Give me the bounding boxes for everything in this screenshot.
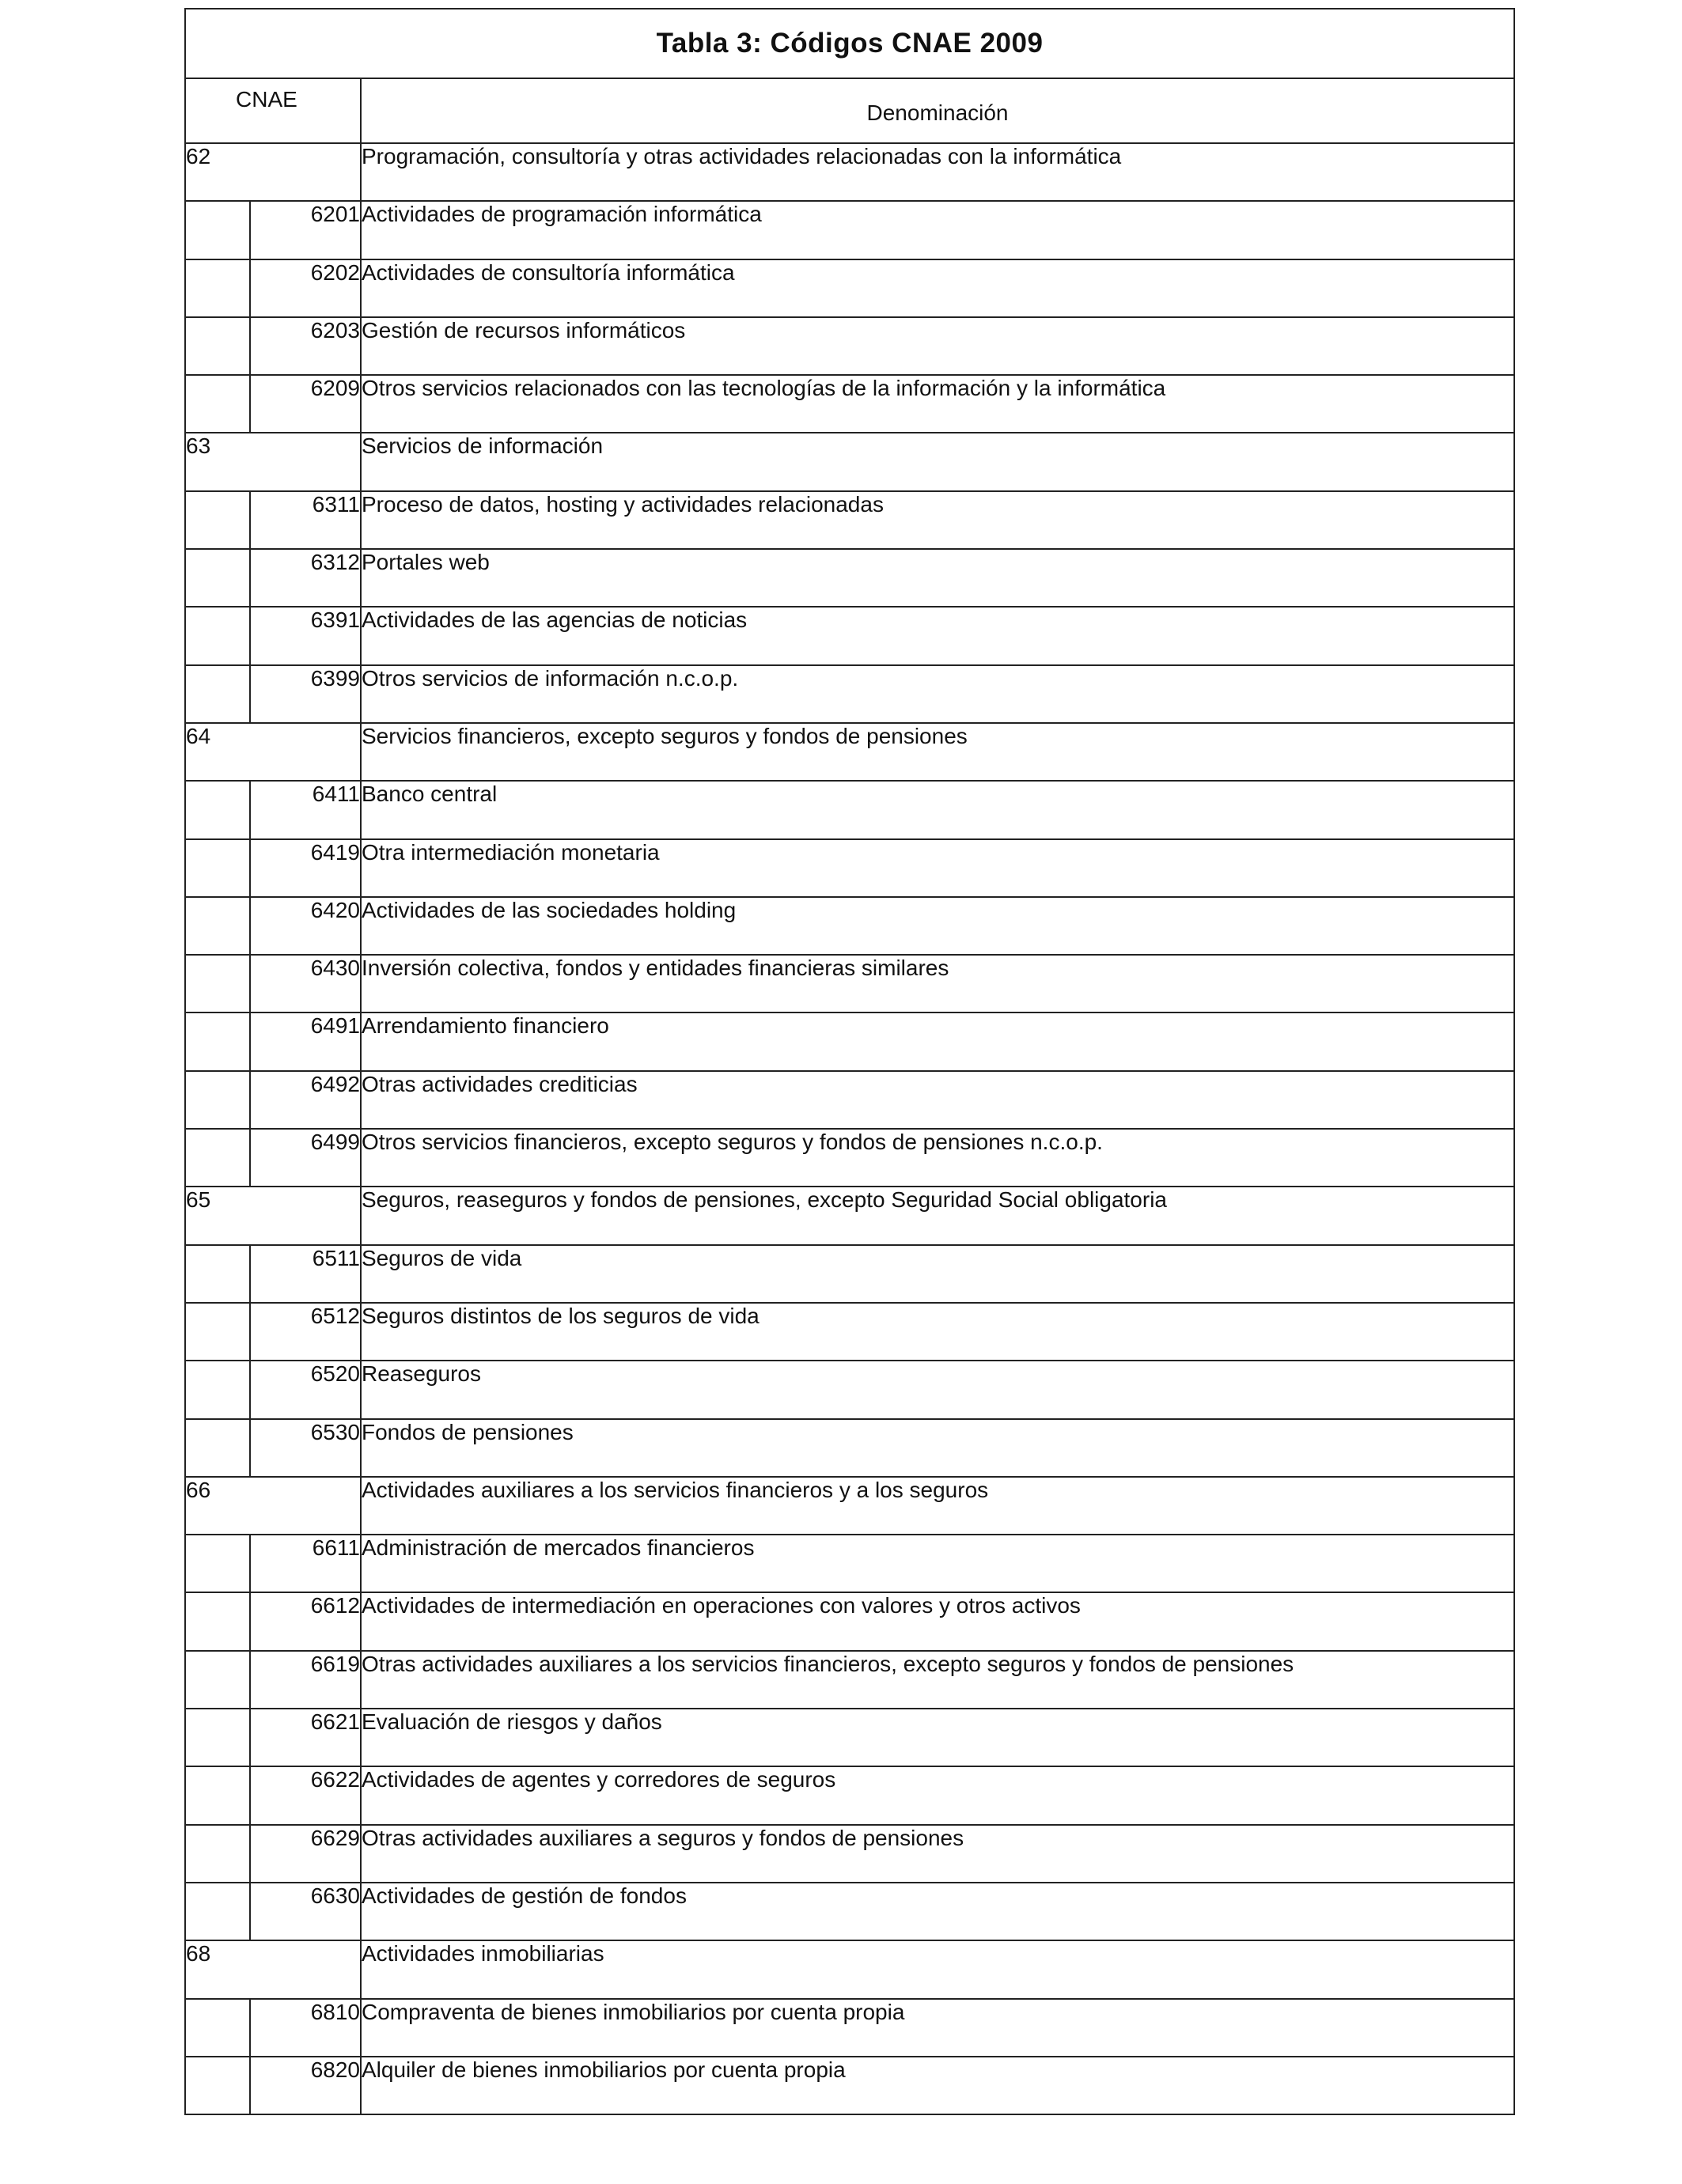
class-code: 6202 [250, 259, 361, 317]
class-row [185, 897, 1514, 955]
indent-cell [185, 1999, 250, 2057]
indent-cell [185, 665, 250, 723]
class-row [185, 1361, 1514, 1418]
class-code: 6201 [250, 201, 361, 259]
class-name: Otra intermediación monetaria [361, 839, 1514, 897]
class-name: Actividades de las agencias de noticias [361, 607, 1514, 664]
division-row [185, 1477, 1514, 1535]
class-row [185, 1999, 1514, 2057]
class-row [185, 1303, 1514, 1361]
header-row [185, 78, 1514, 143]
class-code: 6530 [250, 1419, 361, 1477]
division-name: Seguros, reaseguros y fondos de pensiones, excepto Seguridad Social obligatoria [361, 1187, 1514, 1244]
class-row [185, 607, 1514, 664]
cnae-codes-table [184, 8, 1515, 2115]
indent-cell [185, 1651, 250, 1709]
class-row [185, 491, 1514, 549]
division-row [185, 723, 1514, 781]
division-name: Actividades inmobiliarias [361, 1940, 1514, 1998]
indent-cell [185, 897, 250, 955]
division-row [185, 1187, 1514, 1244]
class-name: Actividades de agentes y corredores de seguros [361, 1766, 1514, 1824]
indent-cell [185, 1071, 250, 1129]
indent-cell [185, 1883, 250, 1940]
table-body [185, 143, 1514, 2114]
class-row [185, 549, 1514, 607]
class-row [185, 1071, 1514, 1129]
class-row [185, 1419, 1514, 1477]
class-name: Evaluación de riesgos y daños [361, 1709, 1514, 1766]
class-code: 6612 [250, 1592, 361, 1650]
column-header-denominacion: Denominación [361, 78, 1514, 143]
class-row [185, 1825, 1514, 1883]
class-row [185, 201, 1514, 259]
class-name: Banco central [361, 781, 1514, 838]
class-code: 6621 [250, 1709, 361, 1766]
indent-cell [185, 1129, 250, 1187]
class-name: Seguros distintos de los seguros de vida [361, 1303, 1514, 1361]
class-name: Fondos de pensiones [361, 1419, 1514, 1477]
class-code: 6492 [250, 1071, 361, 1129]
class-code: 6511 [250, 1245, 361, 1303]
division-name: Actividades auxiliares a los servicios financieros y a los seguros [361, 1477, 1514, 1535]
indent-cell [185, 317, 250, 375]
class-name: Actividades de consultoría informática [361, 259, 1514, 317]
class-name: Actividades de intermediación en operaciones con valores y otros activos [361, 1592, 1514, 1650]
class-row [185, 1535, 1514, 1592]
class-name: Otros servicios financieros, excepto seguros y fondos de pensiones n.c.o.p. [361, 1129, 1514, 1187]
division-code: 64 [185, 723, 361, 781]
class-name: Reaseguros [361, 1361, 1514, 1418]
indent-cell [185, 2057, 250, 2114]
indent-cell [185, 1303, 250, 1361]
division-code: 68 [185, 1940, 361, 1998]
class-row [185, 1651, 1514, 1709]
class-code: 6611 [250, 1535, 361, 1592]
division-code: 62 [185, 143, 361, 201]
class-name: Administración de mercados financieros [361, 1535, 1514, 1592]
class-row [185, 665, 1514, 723]
division-name: Servicios financieros, excepto seguros y fondos de pensiones [361, 723, 1514, 781]
indent-cell [185, 201, 250, 259]
class-row [185, 1766, 1514, 1824]
class-code: 6499 [250, 1129, 361, 1187]
class-name: Actividades de programación informática [361, 201, 1514, 259]
class-row [185, 259, 1514, 317]
indent-cell [185, 1361, 250, 1418]
division-code: 66 [185, 1477, 361, 1535]
division-row [185, 1940, 1514, 1998]
column-header-cnae: CNAE [185, 78, 361, 143]
indent-cell [185, 1419, 250, 1477]
class-name: Alquiler de bienes inmobiliarios por cuenta propia [361, 2057, 1514, 2114]
class-code: 6203 [250, 317, 361, 375]
class-name: Compraventa de bienes inmobiliarios por cuenta propia [361, 1999, 1514, 2057]
indent-cell [185, 1013, 250, 1070]
class-code: 6619 [250, 1651, 361, 1709]
class-row [185, 1592, 1514, 1650]
table-title: Tabla 3: Códigos CNAE 2009 [185, 9, 1514, 78]
class-name: Otras actividades crediticias [361, 1071, 1514, 1129]
class-code: 6491 [250, 1013, 361, 1070]
class-code: 6622 [250, 1766, 361, 1824]
indent-cell [185, 607, 250, 664]
class-code: 6311 [250, 491, 361, 549]
indent-cell [185, 549, 250, 607]
class-name: Otros servicios relacionados con las tecnologías de la información y la informática [361, 375, 1514, 433]
indent-cell [185, 375, 250, 433]
class-name: Otras actividades auxiliares a los servicios financieros, excepto seguros y fondos de pensiones [361, 1651, 1514, 1709]
class-code: 6810 [250, 1999, 361, 2057]
class-name: Proceso de datos, hosting y actividades relacionadas [361, 491, 1514, 549]
class-code: 6411 [250, 781, 361, 838]
class-code: 6820 [250, 2057, 361, 2114]
class-name: Portales web [361, 549, 1514, 607]
class-name: Gestión de recursos informáticos [361, 317, 1514, 375]
class-name: Otros servicios de información n.c.o.p. [361, 665, 1514, 723]
indent-cell [185, 1766, 250, 1824]
class-code: 6399 [250, 665, 361, 723]
class-row [185, 1129, 1514, 1187]
division-row [185, 143, 1514, 201]
class-name: Arrendamiento financiero [361, 1013, 1514, 1070]
class-row [185, 781, 1514, 838]
division-name: Programación, consultoría y otras actividades relacionadas con la informática [361, 143, 1514, 201]
indent-cell [185, 1535, 250, 1592]
division-name: Servicios de información [361, 433, 1514, 490]
class-code: 6630 [250, 1883, 361, 1940]
division-row [185, 433, 1514, 490]
class-code: 6430 [250, 955, 361, 1013]
class-row [185, 1709, 1514, 1766]
class-row [185, 839, 1514, 897]
class-name: Actividades de gestión de fondos [361, 1883, 1514, 1940]
indent-cell [185, 491, 250, 549]
indent-cell [185, 1825, 250, 1883]
class-row [185, 955, 1514, 1013]
class-name: Otras actividades auxiliares a seguros y fondos de pensiones [361, 1825, 1514, 1883]
class-code: 6419 [250, 839, 361, 897]
class-row [185, 317, 1514, 375]
class-code: 6391 [250, 607, 361, 664]
class-code: 6312 [250, 549, 361, 607]
class-name: Inversión colectiva, fondos y entidades financieras similares [361, 955, 1514, 1013]
class-row [185, 1245, 1514, 1303]
division-code: 63 [185, 433, 361, 490]
class-code: 6520 [250, 1361, 361, 1418]
indent-cell [185, 955, 250, 1013]
indent-cell [185, 1709, 250, 1766]
indent-cell [185, 781, 250, 838]
indent-cell [185, 259, 250, 317]
class-code: 6209 [250, 375, 361, 433]
class-name: Actividades de las sociedades holding [361, 897, 1514, 955]
class-name: Seguros de vida [361, 1245, 1514, 1303]
indent-cell [185, 1592, 250, 1650]
class-code: 6629 [250, 1825, 361, 1883]
indent-cell [185, 839, 250, 897]
class-row [185, 2057, 1514, 2114]
class-code: 6512 [250, 1303, 361, 1361]
division-code: 65 [185, 1187, 361, 1244]
class-row [185, 375, 1514, 433]
class-row [185, 1013, 1514, 1070]
indent-cell [185, 1245, 250, 1303]
class-row [185, 1883, 1514, 1940]
class-code: 6420 [250, 897, 361, 955]
